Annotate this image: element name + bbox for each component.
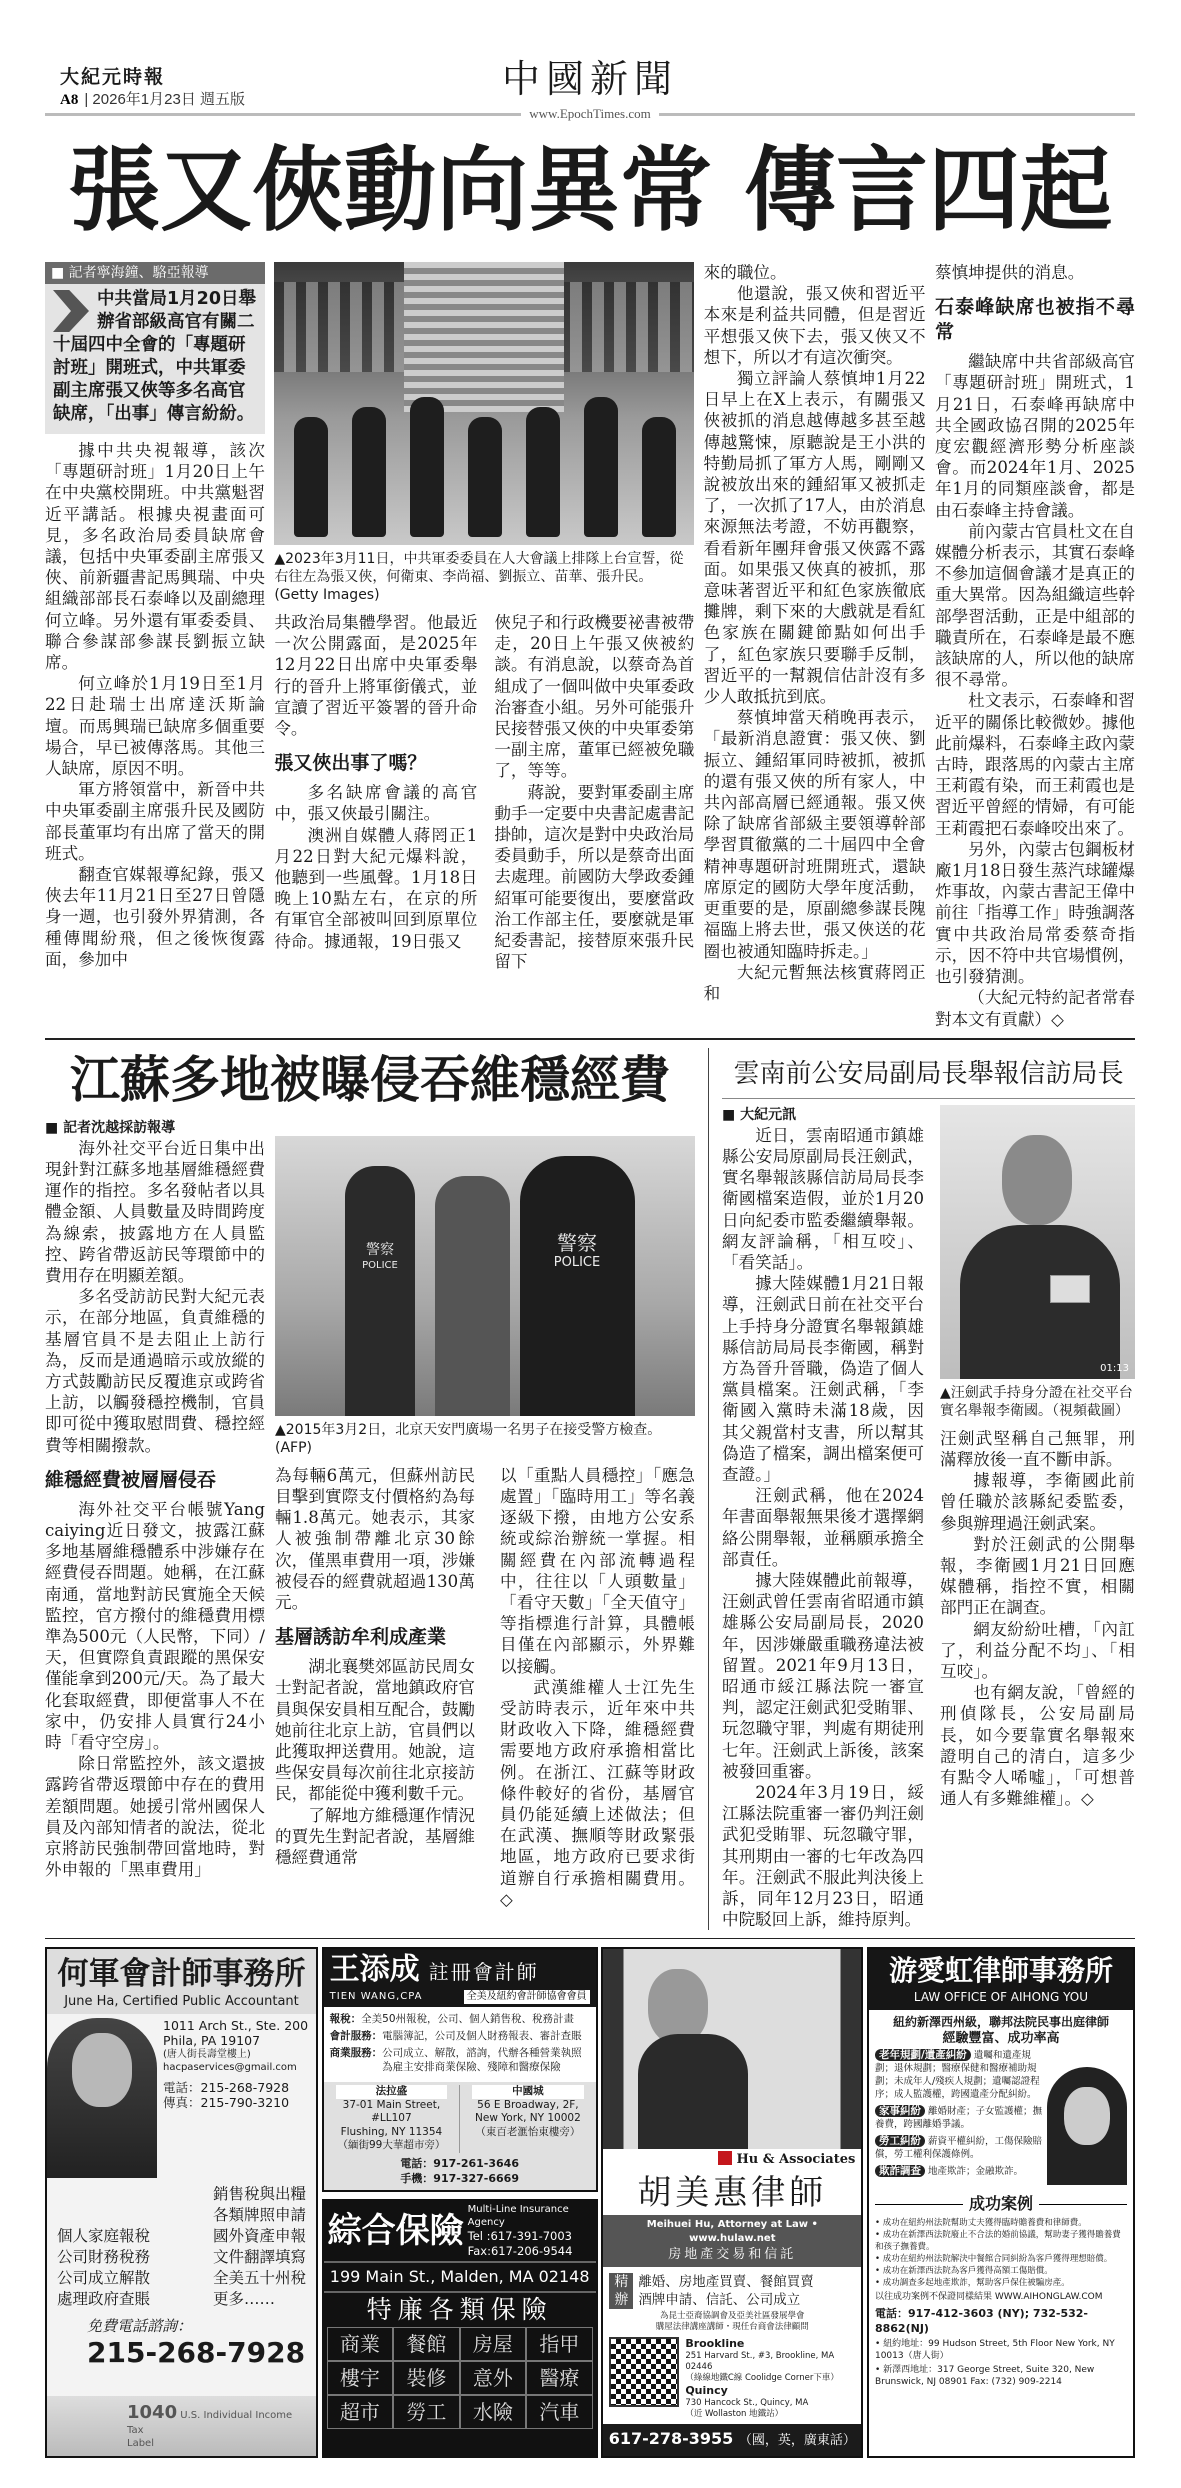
article-column — [274, 612, 477, 972]
officer-figure — [642, 417, 676, 537]
paragraph: 蔡慎坤提供的消息。 — [934, 263, 1085, 282]
paragraph: 何立峰於1月19日至1月22日赴瑞士出席達沃斯論壇。而馬興瑞已缺席多個重要場合，早已被傳落馬。其他三人缺席，原因不明。 — [45, 674, 265, 779]
photo-military-officials — [274, 262, 694, 545]
paragraph: （大紀元特約記者常春對本文有貢獻）◇ — [934, 988, 1135, 1029]
lead-text: 中共當局1月20日舉辦省部級高官有關二十屆四中全會的「專題研討班」開班式，中共軍委副主席張又俠等多名高官缺席，「出事」傳言紛紛。 — [53, 289, 257, 424]
byline: ■ 記者寧海鐘、駱亞報導 — [45, 262, 265, 284]
video-timestamp: 01:13 — [1100, 1362, 1129, 1374]
section-divider — [45, 1038, 1135, 1040]
call-label: 免費電話諮詢： — [87, 2317, 193, 2336]
headline-rule — [722, 1098, 1135, 1099]
case-item: • 成功在新澤西法院廢止不合法的婚前協議，幫助妻子獲得贍養費和孩子撫養費。 — [874, 2230, 1121, 2253]
practice-areas-block — [869, 2047, 1133, 2191]
insurance-type: 勞工 — [393, 2395, 460, 2429]
police-label: 警察 POLICE — [553, 1230, 601, 1270]
insurance-type: 房屋 — [460, 2327, 527, 2361]
portrait-photo — [603, 1949, 861, 2149]
page-number: A8 — [60, 92, 79, 108]
paragraph: 以「重點人員穩控」「應急處置」「臨時用工」等名義逐級下撥，由地方公安系統或綜治辦統一掌握。相關經費在內部流轉過程中，往往以「人頭數量」「看守天數」「全天值守」等指標進行計算，具體帳目僅在內部顯示，外界難以接觸。 — [500, 1465, 695, 1676]
article-column — [500, 1465, 695, 1910]
list-item: 公司財務稅務 — [57, 2248, 151, 2267]
insurance-type: 樓宇 — [327, 2361, 394, 2395]
paragraph: 網友紛紛吐槽，「內訌了，利益分配不均」、「相互咬」。 — [940, 1619, 1135, 1681]
insurance-type: 餐館 — [393, 2327, 460, 2361]
insurance-type: 指甲 — [526, 2327, 593, 2361]
portrait-photo — [1047, 2067, 1127, 2185]
list-item: 公司成立解散 — [57, 2269, 151, 2288]
firm-logo: Hu & Associates — [603, 2149, 861, 2171]
article-column — [275, 1465, 475, 1910]
ad-title: 游愛虹律師事務所 — [888, 1954, 1113, 1988]
paragraph: 他還說，張又俠和習近平本來是利益共同體，但是習近平想張又俠下去，張又俠又不想下，所以才有這次衝突。 — [703, 284, 926, 367]
insurance-type: 超市 — [327, 2395, 394, 2429]
officer-figure — [352, 407, 386, 537]
list-item: 各類牌照申請 — [212, 2206, 306, 2225]
article1 — [45, 262, 1135, 1030]
officer-figure — [410, 397, 444, 537]
ad-slogan: 特廉各類保險 — [366, 2294, 553, 2324]
issue-date: 2026年1月23日 週五版 — [92, 91, 245, 108]
insurance-type: 裝修 — [393, 2361, 460, 2395]
insurance-type: 醫療 — [526, 2361, 593, 2395]
arrow-icon — [53, 290, 89, 332]
article3-headline: 雲南前公安局副局長舉報信訪局長 — [733, 1058, 1124, 1089]
paragraph: 據中共央視報導，該次「專題研討班」1月20日上午在中央黨校開班。中共黨魁習近平講話。根據央視畫面可見，多名政治局委員缺席會議，包括中央軍委副主席張又俠、前新疆書記馬興瑞、中央組織部部長石泰峰以及副總理何立峰。另外還有軍委委員、聯合參謀部參謀長劉振立缺席。 — [45, 441, 265, 673]
ad-title: 綜合保險 — [327, 2210, 464, 2251]
list-item: 處理政府查賬 — [57, 2290, 151, 2309]
case-item: • 成功在新澤西法院為客戶獲得高額工傷賠償。 — [874, 2266, 1053, 2277]
ad-insurance[interactable]: 綜合保險 Multi-Line Insurance Agency Tel :617-391-7003 Fax:617-206-9544 199 Main St., Malden, MA 02148 特廉各類保險 商業 餐館 房屋 指甲 樓宇 裝修 意外 醫療 超市 勞工 水險 汽車 — [322, 2199, 598, 2459]
paragraph: 汪劍武稱，他在2024年書面舉報無果後才選擇網絡公開舉報，並稱願承擔全部責任。 — [722, 1486, 924, 1569]
lead-box — [45, 262, 265, 434]
office-address: New York, NY 10002 — [475, 2112, 581, 2125]
paragraph: 汪劍武堅稱自己無罪，刑滿釋放後一直不斷申訴。 — [940, 1428, 1135, 1469]
article-column — [45, 1138, 265, 1881]
ad-cpa-ha[interactable] — [45, 1947, 318, 2458]
paragraph: 對於汪劍武的公開舉報，李衛國1月21日回應媒體稱，指控不實，相關部門正在調查。 — [940, 1534, 1135, 1618]
insurance-type: 意外 — [460, 2361, 527, 2395]
disclaimer: 以往成功案例不保證同樣結果 WWW.AIHONGLAW.COM — [874, 2292, 1103, 2303]
paragraph: 除日常監控外，該文還披露跨省帶返環節中存在的費用差額問題。她援引常州國保人員及內部知情者的說法，從北京將訪民強制帶回當地時，對外申報的「黑車費用」 — [45, 1754, 265, 1880]
paragraph: 蔣說，要對軍委副主席動手一定要中央書記處書記掛帥，這次是對中央政治局委員動手，所以是蔡奇出面去處理。前國防大學政委鍾紹軍可能要復出，要麼當政治工作部主任，要麼就是軍紀委書記，接替原來張升民留下 — [494, 782, 695, 972]
article1-middle — [274, 262, 694, 972]
article-column — [940, 1428, 1135, 1810]
paragraph: 前內蒙古官員杜文在自媒體分析表示，其實石泰峰不參加這個會議才是真正的重大異常。因為組織這些幹部學習活動，正是中組部的職責所在，石泰峰是最不應該缺席的人，所以他的缺席很不尋常。 — [934, 521, 1135, 690]
tax-form-image: 1040 U.S. Individual Income Tax Label — [47, 2396, 316, 2456]
paragraph: 杜文表示，石泰峰和習近平的關係比較微妙。據他此前爆料，石泰峰主政內蒙古時，跟落馬的內蒙古主席王莉霞有染，而王莉霞也是習近平曾經的情婦，有可能王莉霞把石泰峰咬出來了。 — [934, 691, 1135, 838]
paragraph: 海外社交平台近日集中出現針對江蘇多地基層維穩經費運作的指控。多名發帖者以具體金額、人員數量及時間跨度為線索，披露地方在人員監控、跨省帶返訪民等環節中的費用存在明顯差額。 — [45, 1138, 265, 1285]
photo-wang-jianwu — [940, 1105, 1135, 1379]
police-label: 警察 POLICE — [362, 1241, 398, 1271]
ad-name: 王添成 — [329, 1952, 420, 1988]
photo-caption: ▲2015年3月2日，北京天安門廣場一名男子在接受警方檢查。(AFP) — [275, 1421, 662, 1456]
man-figure — [435, 1176, 510, 1416]
call-number[interactable]: 215-268-7928 — [87, 2336, 306, 2370]
list-item: 更多…… — [212, 2290, 275, 2309]
article-column — [704, 262, 926, 1004]
services-list — [57, 2226, 150, 2310]
service-item: 商業服務： 公司成立、解散，諮詢，代辦各種營業執照 為雇主安排商業保險、殘障和醫療保險 — [329, 2047, 582, 2074]
ad-en-name: TIEN WANG,CPA — [329, 1991, 423, 2003]
paragraph: 據大陸媒體1月21日報導，汪劍武日前在社交平台上手持身分證實名舉報鎮雄縣信訪局局長李衛國，稱對方為晉升晉職，偽造了個人黨員檔案。汪劍武稱，「李衛國入黨時未滿18歲，因其父親當村支書，所以幫其偽造了檔案，調出檔案便可查證。」 — [722, 1274, 924, 1484]
newspaper-masthead: 大紀元時報 — [60, 66, 166, 88]
page-header — [45, 0, 1135, 262]
nj-address: • 新澤西地址：317 George Street, Suite 320, New Brunswick, NJ 08901 Fax: (732) 909-2214 — [874, 2365, 1095, 2388]
paragraph: 多名缺席會議的高官中，張又俠最引關注。 — [274, 783, 478, 824]
paragraph: 澳洲自媒體人蔣罔正1月22日對大紀元爆料說，他聽到一些風聲。1月18日晚上10點左右，在京的所有軍官全部被叫回到原單位待命。據通報，19日張又 — [274, 825, 478, 951]
article2 — [45, 1048, 695, 1931]
case-item: • 成功調查多起地產欺詐，幫助客戶保住被騙房產。 — [874, 2278, 1070, 2289]
office-address: （東百老滙怡東樓旁） — [475, 2125, 581, 2138]
office-address: Flushing, NY 11354 — [340, 2125, 443, 2138]
article-column — [935, 262, 1135, 1030]
article-column — [45, 440, 265, 970]
paragraph: 為每輛6萬元，但蘇州訪民目擊到實際支付價格約為每輛1.8萬元。她表示，其家人被強制帶離北京30餘次，僅黑車費用一項，涉嫌被侵吞的經費就超過130萬元。 — [275, 1465, 475, 1612]
photo-caption: ▲汪劍武手持身分證在社交平台實名舉報李衛國。（視頻截圖） — [940, 1384, 1133, 1419]
byline: ■ 大紀元訊 — [722, 1106, 797, 1123]
paragraph: 大紀元暫無法核實蔣罔正和 — [703, 962, 926, 1003]
ad-stack — [322, 1947, 598, 2458]
ad-contact: 1011 Arch St., Ste. 200 Phila, PA 19107 (唐人街長壽堂樓上) hacpaservices@gmail.com 電話：215-268-7928 傳真：215-790-3210 — [163, 2018, 309, 2111]
main-headline: 張又俠動向異常 傳言四起 — [67, 136, 1113, 244]
phone[interactable]: 電話：917-412-3603 (NY); 732-532-8862(NJ) — [874, 2307, 1088, 2336]
case-item: • 成功在紐約州法院幫助丈夫獲得臨時贍養費和律師費。 — [874, 2218, 1087, 2229]
paragraph: 翻查官媒報導紀錄，張又俠去年11月21日至27日曾隱身一週，也引發外界猜測，各種傳聞紛飛，但之後恢復露面，參加中 — [45, 865, 265, 969]
face — [1002, 1135, 1072, 1225]
practice-area: 老年規劃/遺產糾紛 遺囑和遺產規劃；退休規劃；醫療保健和醫療補助規劃；未成年人/殘疾人規劃；遺囑認證程序；成人監護權，跨國遺產分配糾紛。 — [874, 2049, 1040, 2101]
services-list — [213, 2184, 306, 2310]
article3 — [722, 1048, 1135, 1931]
ad-you-law[interactable]: 游愛虹律師事務所 LAW OFFICE OF AIHONG YOU 紐約新澤西州級，聯邦法院民事出庭律師 經驗豐富、成功率高 老年規劃/遺產糾紛 遺囑和遺產規劃；退休規劃；醫療保健和醫療補助規劃；未成年人/殘疾人規劃；遺囑認證程序；成人監護權，跨國遺產分配糾紛。 家事糾紛 離婚財產；子女監護權；撫養費，跨國離婚爭議。 勞工糾紛 薪資平權糾紛，工傷保險賠償，勞工權利保護條例。 欺詐調查 地產欺詐；金融欺詐。 成功案例 • 成功在紐約州法院幫助丈夫獲得臨時贍養費和律師費。 • 成功在新澤西法院廢止不合法的婚前協議，幫助妻子獲得贍養費和孩子撫養費。 • 成功在紐約州法院解決中餐館合同糾紛為客戶獲得理想賠償。 • 成功在新澤西法院為客戶獲得高額工傷賠償。 • 成功調查多起地產欺詐，幫助客戶保住被騙房產。 以往成功案例不保證同樣結果 WWW.AIHONGLAW.COM 電話：917-412-3603 (NY); 732-532-8862(NJ) • 紐約地址：99 Hudson Street, 5th Floor New York, NY 10013（唐人街） • 新澤西地址：317 George Street, Suite 320, New Brunswick, NJ 08901 Fax: (732) 909-2214 — [867, 1947, 1135, 2458]
article-column — [722, 1125, 924, 1931]
article2-headline: 江蘇多地被曝侵吞維穩經費 — [70, 1050, 670, 1109]
paragraph: 俠兒子和行政機要祕書被帶走，20日上午張又俠被約談。有消息說，以蔡奇為首組成了一個叫做中央軍委政治審查小組。另外可能張升民接替張又俠的中央軍委第一副主席，董軍已經被免職了，等等。 — [494, 613, 695, 781]
photo-police-check — [275, 1136, 695, 1416]
byline: ■ 記者沈越採訪報導 — [45, 1119, 176, 1136]
paragraph: 據報導，李衛國此前曾任職於該縣紀委監委，參與辦理過汪劍武案。 — [940, 1471, 1135, 1533]
officer-figure — [526, 407, 560, 537]
dateline: A8 | 2026年1月23日 週五版 — [60, 91, 245, 108]
cases-title: 成功案例 — [968, 2194, 1033, 2214]
paragraph: 繼缺席中共省部級高官「專題研討班」開班式，1月21日，石泰峰再缺席中共全國政協召開的2025年度宏觀經濟形勢分析座談會。而2024年1月、2025年1月的同類座談會，都是由石泰峰主持會議。 — [934, 352, 1135, 520]
paragraph: 軍方將領當中，新晉中共中央軍委副主席張升民及國防部長董軍均有出席了當天的開班式。 — [45, 780, 265, 863]
list-item: 文件翻譯填寫 — [212, 2248, 306, 2267]
practice-area: 勞工糾紛 薪資平權糾紛，工傷保險賠償，勞工權利保護條例。 — [874, 2135, 1042, 2161]
paragraph: 武漢維權人士江先生受訪時表示，近年來中共財政收入下降，維穩經費需要地方政府承擔相當比例。在浙江、江蘇等財政條件較好的省份，基層官員仍能延續上述做法；但在武漢、撫順等財政緊張地區，地方政府已要求街道辦自行承擔相關費用。◇ — [500, 1677, 695, 1909]
area-tag: 老年規劃/遺產糾紛 — [875, 2049, 971, 2061]
list-item: 國外資產申報 — [212, 2227, 306, 2246]
ads-divider — [45, 1938, 1135, 1939]
area-tag: 家事糾紛 — [875, 2105, 925, 2117]
column-divider — [708, 1048, 709, 1931]
cases-list — [869, 2217, 1133, 2289]
ad-subtitle: June Ha, Certified Public Accountant — [64, 1994, 299, 2010]
officer-figure — [584, 397, 618, 537]
office-address: （緬街99大華超市旁） — [337, 2139, 446, 2152]
paragraph: 獨立評論人蔡慎坤1月22日早上在X上表示，有關張又俠被抓的消息越傳越多甚至越傳越驚悚，原聽說是王小洪的特勤局抓了軍方人馬，剛剛又說被放出來的鍾紹軍又被抓走了，一次抓了17人，由於消息來源無法考證，不妨再觀察，看看新年團拜會張又俠露不露面。如果張又俠真的被抓，那意味著習近平和紅色家族徹底攤牌，剩下來的大戲就是看紅色家族在關鍵節點如何出手了，紅色家族只要聯手反制，習近平的一幫親信估計沒有多少人敢抵抗到底。 — [703, 369, 926, 707]
case-item: • 成功在紐約州法院解決中餐館合同糾紛為客戶獲得理想賠償。 — [874, 2254, 1113, 2265]
practice-area: 家事糾紛 離婚財產；子女監護權；撫養費，跨國離婚爭議。 — [874, 2105, 1042, 2131]
police-figure — [520, 1156, 635, 1416]
paragraph: 近日，雲南昭通市鎮雄縣公安局原副局長汪劍武，實名舉報該縣信訪局局長李衛國檔案造假，並於1月20日向紀委市監委繼續舉報。網友評論稱，「相互咬」、「看笑話」。 — [722, 1125, 924, 1272]
membership: 全美及紐約會計師協會會員 — [464, 1990, 590, 2004]
ads-row — [45, 1947, 1135, 2458]
services: 精辦 離婚、房地產買賣、餐館買賣 酒牌申請、信託、公司成立 — [603, 2267, 861, 2311]
officer-figure — [468, 417, 502, 537]
photo-caption: ▲2023年3月11日，中共軍委委員在人大會議上排隊上台宣誓，從右往左為張又俠，何衛東、李尚福、劉振立、苗華、張升民。(Getty Images) — [274, 551, 684, 603]
ad-title: 胡美惠律師 — [637, 2173, 828, 2214]
website-url[interactable]: www.EpochTimes.com — [521, 106, 658, 121]
id-card — [1050, 1275, 1090, 1303]
officers-group — [274, 377, 694, 545]
list-item: 全美五十州稅 — [212, 2269, 306, 2288]
subheading: 石泰峰缺席也被指不尋常 — [934, 296, 1135, 344]
office-addresses: 法拉盛 37-01 Main Street, #LL107 Flushing, NY 11354 （緬街99大華超市旁） 中國城 56 E Broadway, 2F, New York, NY 10002 （東百老滙怡東樓旁） 電話：917-261-3646 手機：917-327-6669 — [324, 2082, 596, 2190]
paragraph: 蔡慎坤當天稍晚再表示，「最新消息證實：張又俠、劉振立、鍾紹軍同時被抓，被抓的還有張又俠的所有家人，中共內部高層已經通報。張又俠除了缺席省部級主要領導幹部學習貫徹黨的二十屆四中全會精神專題研討班開班式，還缺席原定的國防大學年度活動，更重要的是，原副總參謀長隗福臨上將去世，張又俠送的花圈也被通知臨時拆走。」 — [703, 708, 926, 961]
services-list — [324, 2007, 596, 2082]
phone-banner[interactable]: 617-278-3955 （國，英，廣東話） — [603, 2424, 861, 2456]
police-figure — [345, 1166, 415, 1416]
ad-cpa-wang[interactable]: 王添成 註冊會計師 TIEN WANG,CPA 全美及紐約會計師協會會員 報稅： 全美50州報稅，公司、個人銷售稅、稅務計畫 會計服務： 電腦簿記，公司及個人財務報表、審計查賬 商業服務： 公司成立、解散，諮詢，代辦各種營業執照 為雇主安排商業保險、殘障和醫療保險 法拉盛 37-01 Main Street, #LL107 Flushing, NY 11354 （緬街99大華超市旁） 中國城 56 E Broadway, 2F, New York, NY 10002 （東百老滙怡東樓旁） 電話：917-261-3646 手機：917-327-6669 — [322, 1947, 598, 2192]
ny-address: • 紐約地址：99 Hudson Street, 5th Floor New York, NY 10013（唐人街） — [874, 2339, 1115, 2362]
paragraph: 2024年3月19日，綏江縣法院重審一審仍判汪劍武犯受賄罪、玩忽職守罪，其刑期由一審的七年改為四年。汪劍武不服此判決後上訴，同年12月23日，昭通中院駁回上訴，維持原判。 — [722, 1783, 924, 1930]
section-title: 中國新聞 — [501, 57, 678, 101]
paragraph: 海外社交平台帳號Yang caiying近日發文，披露江蘇多地基層維穩體系中涉嫌存在經費侵吞問題。她稱，在江蘇南通，當地對訪民實施全天候監控，官方撥付的維穩費用標準為500元（人民幣，下同）/天，但實際負責跟蹤的黑保安僅能拿到200元/天。為了最大化套取經費，即便當事人不在家中，仍安排人員實行24小時「看守空房」。 — [45, 1499, 265, 1752]
ad-address: 199 Main St., Malden, MA 02148 — [324, 2263, 596, 2293]
subheading: 張又俠出事了嗎？ — [274, 752, 427, 775]
paragraph: 了解地方維穩運作情況的賈先生對記者說，基層維穩經費通常 — [275, 1805, 475, 1867]
service-item: 會計服務： 電腦簿記，公司及個人財務報表、審計查賬 — [329, 2030, 582, 2043]
website — [45, 105, 1135, 122]
insurance-type: 汽車 — [526, 2395, 593, 2429]
service-item: 報稅： 全美50州報稅，公司、個人銷售稅、稅務計畫 — [329, 2013, 575, 2026]
area-tag: 勞工糾紛 — [875, 2135, 925, 2147]
list-item: 銷售稅與出糧 — [212, 2185, 306, 2204]
office-name: 中國城 — [472, 2085, 584, 2099]
paragraph: 據大陸媒體此前報導，汪劍武曾任雲南省昭通市鎮雄縣公安局副局長，2020年，因涉嫌嚴重職務違法被留置。2021年9月13日，昭通市綏江縣法院一審宣判，認定汪劍武犯受賄罪、玩忽職守罪，判處有期徒刑七年。汪劍武上訴後，該案被發回重審。 — [722, 1570, 924, 1781]
paragraph: 另外，內蒙古包鋼板材廠1月18日發生蒸汽球罐爆炸事故，內蒙古書記王偉中前往「指導工作」時強調落實中共政治局常委蔡奇指示，因不符中共官場慣例，也引發猜測。 — [934, 839, 1135, 987]
list-item: 個人家庭報稅 — [57, 2227, 151, 2246]
insurance-type: 水險 — [460, 2395, 527, 2429]
subheading: 維穩經費被層層侵吞 — [45, 1468, 217, 1491]
paragraph: 來的職位。 — [703, 263, 787, 282]
ad-en-title: LAW OFFICE OF AIHONG YOU — [913, 1990, 1089, 2005]
office-address: 37-01 Main Street, #LL107 — [342, 2098, 441, 2125]
paragraph: 也有網友說，「曾經的刑偵隊長，公安局副局長，如今要靠實名舉報來證明自己的清白，這多少有點令人唏噓」，「可想普通人有多難維權」。◇ — [940, 1683, 1135, 1809]
insurance-type: 商業 — [327, 2327, 394, 2361]
paragraph: 湖北襄樊郊區訪民周女士對記者說，當地鎮政府官員與保安員相互配合，鼓勵她前往北京上訪，官員們以此獲取押送費用。她說，這些保安員每次前往北京接訪民，都能從中獲利數千元。 — [275, 1657, 475, 1804]
paragraph: 共政治局集體學習。他最近一次公開露面，是2025年12月22日出席中央軍委舉行的晉升上將軍銜儀式，並宣讀了習近平簽署的晉升命令。 — [274, 613, 478, 739]
body — [960, 1225, 1120, 1379]
practice-area: 欺詐調查 地產欺詐；金融欺詐。 — [875, 2165, 1127, 2178]
officer-figure — [294, 417, 328, 537]
insurance-types-grid — [327, 2327, 593, 2429]
lower-articles — [45, 1048, 1135, 1931]
subheading: 基層誘訪牟利成產業 — [275, 1626, 447, 1649]
article-column — [494, 612, 694, 972]
ad-title: 何軍會計師事務所 — [57, 1956, 306, 1993]
area-tag: 欺詐調查 — [875, 2165, 925, 2177]
article1-col1 — [45, 262, 265, 970]
paragraph: 多名受訪訪民對大紀元表示，在部分地區，負責維穩的基層官員不是去阻止上訪行為，反而是通過暗示或放縱的方式鼓勵訪民反覆進京或跨省上訪，以觸發穩控機制，官員即可從中獲取慰問費、穩控經費等相關撥款。 — [45, 1287, 265, 1455]
qr-code[interactable] — [609, 2337, 679, 2407]
office-name: 法拉盛 — [336, 2085, 448, 2099]
office-address: 56 E Broadway, 2F, — [477, 2098, 579, 2111]
ad-banner: Meihuei Hu, Attorney at Law • www.hulaw.net 房地產交易和信託 — [603, 2215, 861, 2267]
logo-icon — [718, 2151, 732, 2165]
portrait-photo — [47, 2018, 157, 2178]
ad-hu-law[interactable]: Hu & Associates 胡美惠律師 Meihuei Hu, Attorney at Law • www.hulaw.net 房地產交易和信託 精辦 離婚、房地產買賣、餐館買賣 酒牌申請、信託、公司成立 為昆士亞裔協調會及亞美社區發展學會 購屋法律講座講師・現任台商會法律顧問 Brookline 251 Harvard St., #3, Brookline, MA 02446 （綠線地鐵C線 Coolidge Corner下車） Quincy 730 Hancock St., Quincy, MA （近 Wollaston 地鐵站） 617-278-3955 （國，英，廣東話） — [601, 1947, 863, 2458]
